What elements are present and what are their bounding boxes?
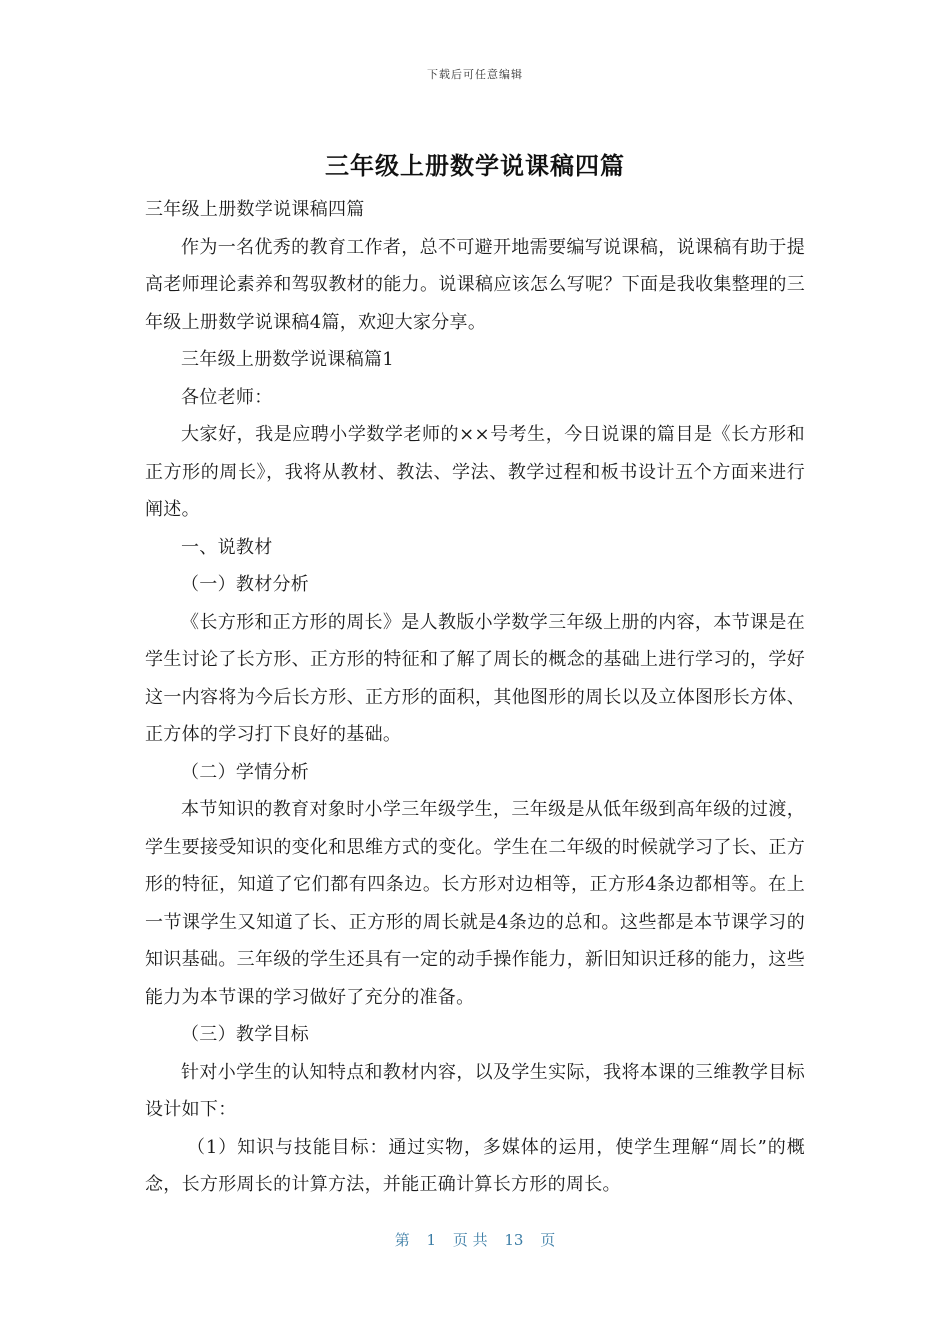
section-heading: 一、说教材: [181, 536, 273, 558]
page-footer: [0, 1229, 950, 1250]
document-title: 三年级上册数学说课稿四篇: [325, 152, 625, 180]
subsection-heading: （三）教学目标: [181, 1024, 310, 1045]
body-paragraph: 大家好，我是应聘小学数学老师的××号考生，今日说课的篇目是《长方形和正方形的周长》，我将从教材、教法、学法、教学过程和板书设计五个方面来进行阐述。: [145, 424, 805, 520]
footer-total-pages: 13: [504, 1231, 524, 1249]
footer-page-number: 1: [426, 1231, 437, 1249]
list-item: （1）知识与技能目标：通过实物，多媒体的运用，使学生理解“周长”的概念，长方形周长的计算方法，并能正确计算长方形的周长。: [145, 1136, 805, 1195]
subsection-heading: （一）教材分析: [181, 574, 310, 595]
body-paragraph: 针对小学生的认知特点和教材内容，以及学生实际，我将本课的三维教学目标设计如下：: [145, 1061, 805, 1120]
subsection-heading: （二）学情分析: [181, 761, 310, 783]
footer-prefix: 第: [394, 1231, 410, 1249]
greeting-paragraph: 各位老师：: [181, 386, 273, 408]
footer-middle: 页 共: [452, 1231, 488, 1249]
subtitle-paragraph: 三年级上册数学说课稿四篇: [145, 199, 365, 220]
body-paragraph: 《长方形和正方形的周长》是人教版小学数学三年级上册的内容，本节课是在学生讨论了长方形、正方形的特征和了解了周长的概念的基础上进行学习的，学好这一内容将为今后长方形、正方形的面积，其他图形的周长以及立体图形长方体、正方体的学习打下良好的基础。: [145, 611, 805, 745]
document-body: [145, 191, 805, 1204]
header-note: 下载后可任意编辑: [427, 68, 523, 81]
section-heading: 三年级上册数学说课稿篇1: [181, 349, 395, 370]
footer-suffix: 页: [540, 1231, 556, 1249]
body-paragraph: 本节知识的教育对象时小学三年级学生，三年级是从低年级到高年级的过渡，学生要接受知识的变化和思维方式的变化。学生在二年级的时候就学习了长、正方形的特征，知道了它们都有四条边。长方形对边相等，正方形4条边都相等。在上一节课学生又知道了长、正方形的周长就是4条边的总和。这些都是本节课学习的知识基础。三年级的学生还具有一定的动手操作能力，新旧知识迁移的能力，这些能力为本节课的学习做好了充分的准备。: [145, 799, 805, 1008]
intro-paragraph: 作为一名优秀的教育工作者，总不可避开地需要编写说课稿，说课稿有助于提高老师理论素养和驾驭教材的能力。说课稿应该怎么写呢？下面是我收集整理的三年级上册数学说课稿4篇，欢迎大家分享。: [145, 236, 805, 333]
